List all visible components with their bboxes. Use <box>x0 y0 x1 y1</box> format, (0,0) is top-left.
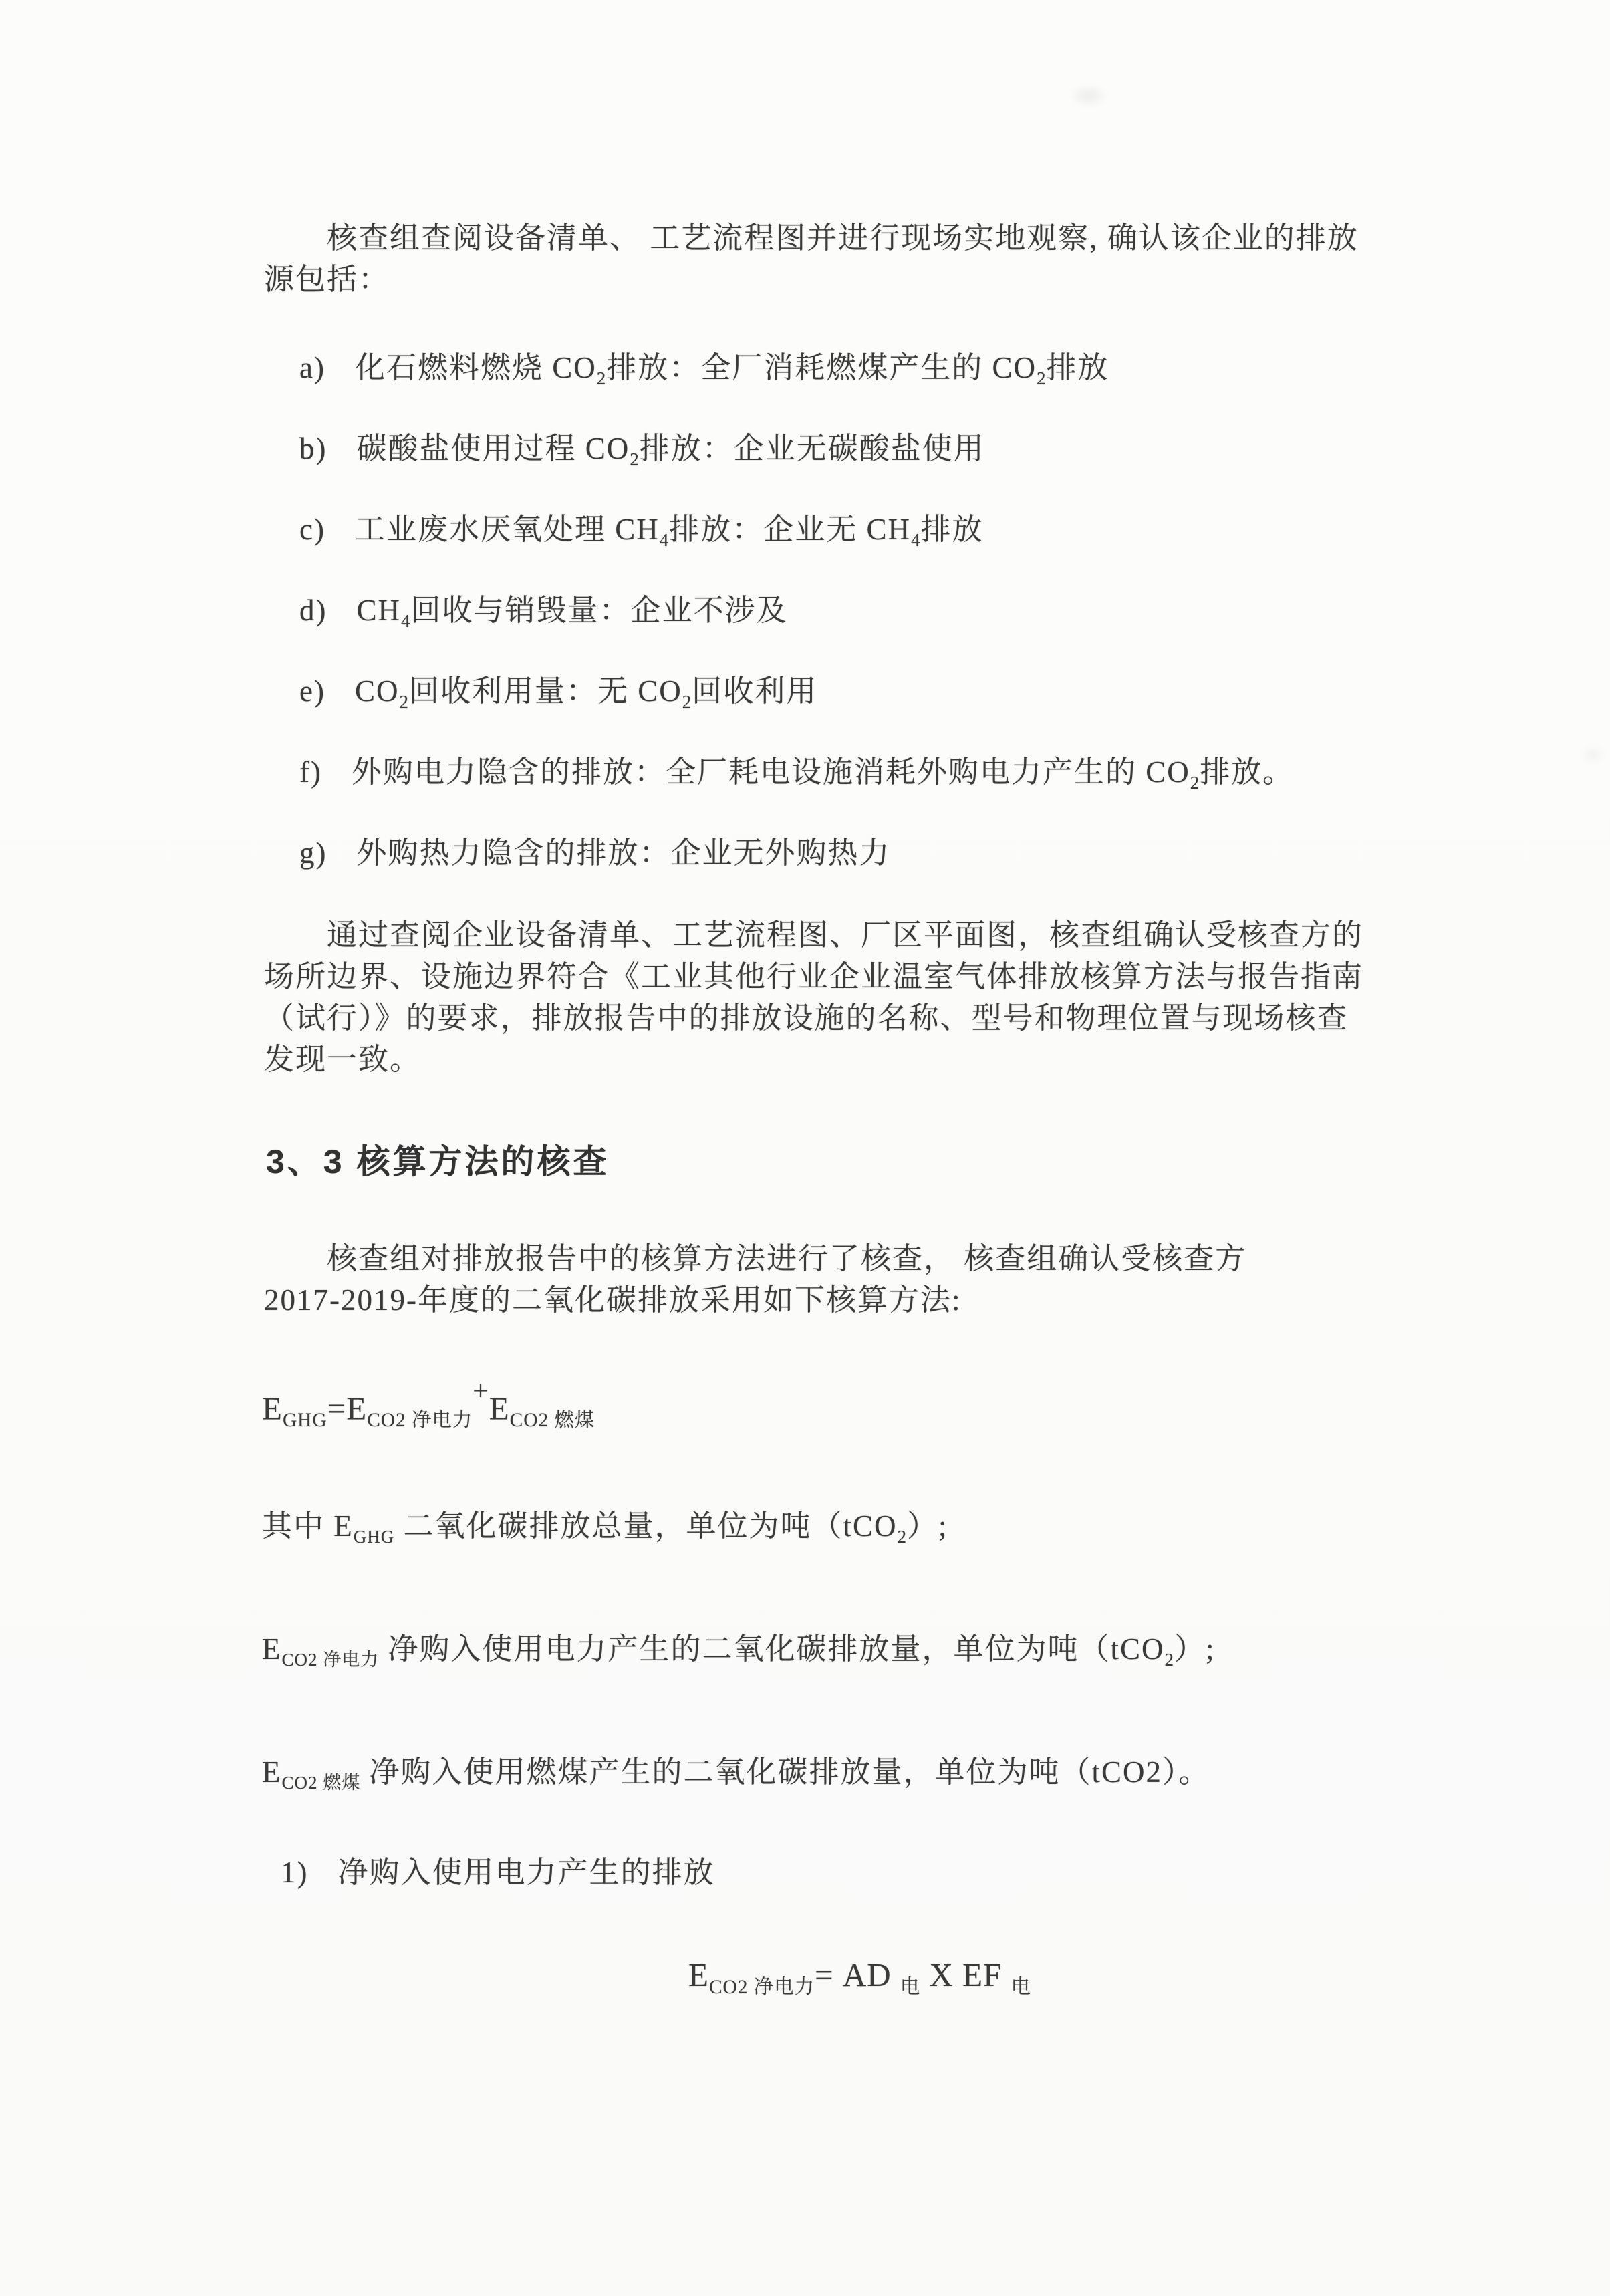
text-run: ）; <box>1174 1632 1216 1666</box>
method-paragraph <box>264 1238 1246 1321</box>
text-line: 核查组查阅设备清单、 工艺流程图并进行现场实地观察, 确认该企业的排放 <box>327 221 1359 255</box>
text-run: CH <box>356 594 402 627</box>
list-item-label: a) <box>299 351 325 384</box>
list-item-label: g) <box>299 836 327 870</box>
formula-electricity-emissions <box>688 1954 1031 2008</box>
subscript-run: 4 <box>911 530 921 550</box>
text-run: 排放：企业无碳酸盐使用 <box>639 432 985 465</box>
text-line: 源包括： <box>264 263 390 296</box>
text-run: 回收与销毁量：企业不涉及 <box>410 594 788 627</box>
text-run: E <box>489 1390 510 1427</box>
formula-total-emissions <box>262 1375 595 1441</box>
definition-eghg <box>262 1505 948 1557</box>
text-run: E <box>262 1632 282 1666</box>
boundary-paragraph <box>264 914 1363 1080</box>
intro-paragraph <box>264 217 1359 300</box>
text-line: 核查组对排放报告中的核算方法进行了核查， 核查组确认受核查方 <box>327 1242 1247 1275</box>
sub-item-1 <box>281 1847 715 1891</box>
text-run: = AD <box>814 1956 900 1993</box>
subscript-run: 2 <box>682 692 692 712</box>
text-run: 二氧化碳排放总量，单位为吨（tCO <box>394 1509 898 1543</box>
text-run: 净购入使用电力产生的二氧化碳排放量，单位为吨（tCO <box>379 1632 1165 1666</box>
text-run: 外购热力隐含的排放：企业无外购热力 <box>356 836 891 870</box>
subscript-run: 2 <box>399 692 409 712</box>
subscript-run: 2 <box>596 368 607 388</box>
emission-source-item-a <box>299 343 1109 389</box>
text-run: E <box>688 1956 709 1993</box>
list-item-label: d) <box>299 594 327 627</box>
emission-source-item-g <box>299 828 891 872</box>
text-run: E <box>262 1755 282 1789</box>
list-item-label: 1) <box>281 1856 309 1889</box>
text-run: E <box>346 1390 368 1427</box>
subscript-run: 4 <box>659 530 670 550</box>
subscript-run: GHG <box>353 1527 395 1547</box>
subscript-run: 2 <box>1190 773 1200 793</box>
text-run: = <box>327 1390 347 1427</box>
section-heading: 3、3 核算方法的核查 <box>266 1143 610 1180</box>
subscript-run: 电 <box>900 1976 921 1998</box>
list-item-text <box>357 828 891 872</box>
subscript-run: CO2 净电力 <box>708 1976 815 1998</box>
text-run: 净购入使用燃煤产生的二氧化碳排放量，单位为吨（tCO2）。 <box>360 1755 1210 1789</box>
text-line: 场所边界、设施边界符合《工业其他行业企业温室气体排放核算方法与报告指南 <box>264 960 1364 993</box>
subscript-run: 2 <box>1037 368 1047 388</box>
list-item-text <box>357 586 788 632</box>
superscript-run: + <box>473 1375 489 1406</box>
text-run: 净购入使用电力产生的排放 <box>338 1856 715 1889</box>
text-run: 其中 E <box>262 1509 354 1543</box>
scan-artifact <box>1585 750 1600 759</box>
text-run: 工业废水厌氧处理 CH <box>354 513 660 546</box>
emission-source-item-d <box>299 586 788 632</box>
subscript-run: CO2 净电力 <box>367 1410 473 1432</box>
text-run: 回收利用量：无 CO <box>408 674 682 708</box>
subscript-run: 4 <box>401 611 411 631</box>
list-item-label: c) <box>299 513 325 546</box>
text-run: 排放 <box>1046 351 1109 384</box>
list-item-label: f) <box>299 755 322 789</box>
text-run: 碳酸盐使用过程 CO <box>356 432 630 465</box>
list-item-label: b) <box>299 432 327 465</box>
subscript-run: 2 <box>1164 1650 1175 1670</box>
list-item-text <box>352 747 1294 793</box>
emission-source-item-c <box>299 505 984 551</box>
text-line: （试行）》的要求，排放报告中的排放设施的名称、型号和物理位置与现场核查 <box>264 1001 1349 1035</box>
text-line: 发现一致。 <box>264 1043 422 1076</box>
text-run: 排放 <box>920 513 984 546</box>
subscript-run: CO2 燃煤 <box>509 1410 595 1432</box>
emission-source-item-b <box>299 424 985 470</box>
text-run: ）; <box>907 1509 948 1543</box>
text-line: 2017-2019-年度的二氧化碳排放采用如下核算方法: <box>264 1283 962 1317</box>
subscript-run: 电 <box>1011 1976 1032 1998</box>
list-item-text <box>355 666 817 713</box>
list-item-text <box>355 343 1109 389</box>
subscript-run: 2 <box>897 1527 908 1547</box>
emission-source-item-f <box>299 747 1294 793</box>
text-run: X EF <box>920 1956 1011 1993</box>
text-run: E <box>262 1390 283 1427</box>
list-item-text <box>355 505 984 551</box>
scan-artifact <box>1075 88 1103 103</box>
text-run: 排放。 <box>1200 755 1295 789</box>
text-run: 化石燃料燃烧 CO <box>354 351 597 384</box>
text-run: 排放：全厂消耗燃煤产生的 CO <box>606 351 1037 384</box>
subscript-run: CO2 燃煤 <box>281 1773 361 1793</box>
subscript-run: 2 <box>630 449 640 469</box>
text-run: 回收利用 <box>692 674 818 708</box>
list-item-text <box>357 424 985 470</box>
definition-electricity <box>262 1628 1216 1680</box>
subscript-run: CO2 净电力 <box>281 1650 380 1670</box>
definition-coal <box>262 1751 1210 1803</box>
list-item-text <box>338 1847 715 1891</box>
text-line: 通过查阅企业设备清单、工艺流程图、厂区平面图，核查组确认受核查方的 <box>327 918 1364 952</box>
subscript-run: GHG <box>282 1410 327 1432</box>
list-item-label: e) <box>299 674 325 708</box>
emission-source-item-e <box>299 666 817 713</box>
text-run: 外购电力隐含的排放：全厂耗电设施消耗外购电力产生的 CO <box>351 755 1190 789</box>
text-run: 排放：企业无 CH <box>669 513 911 546</box>
text-run: CO <box>354 674 400 708</box>
